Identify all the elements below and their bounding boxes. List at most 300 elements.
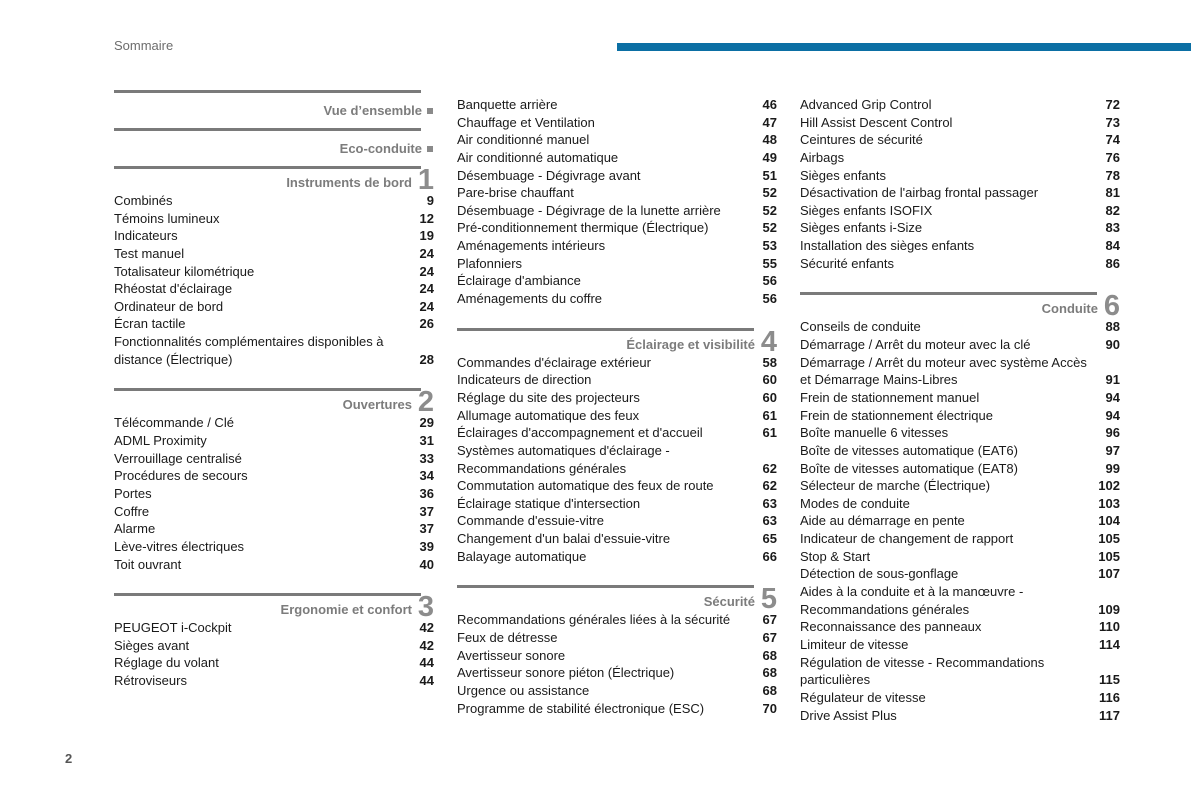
toc-entry-label: Toit ouvrant bbox=[114, 556, 182, 572]
toc-entry-label: Sélecteur de marche (Électrique) bbox=[800, 478, 991, 494]
toc-entry-page: 24 bbox=[419, 281, 434, 297]
toc-entry-page: 74 bbox=[1105, 132, 1120, 148]
toc-entry-label: Airbags bbox=[800, 149, 845, 165]
toc-entry[interactable] bbox=[457, 149, 777, 167]
toc-entry[interactable] bbox=[457, 647, 777, 665]
toc-entry-page: 24 bbox=[419, 245, 434, 261]
toc-section bbox=[457, 90, 777, 308]
section-title: Instruments de bord bbox=[286, 175, 412, 190]
toc-entry[interactable] bbox=[800, 618, 1120, 636]
toc-entry-page: 55 bbox=[762, 255, 777, 271]
toc-entry-label: Avertisseur sonore piéton (Électrique) bbox=[457, 665, 675, 681]
toc-entry-label: Reconnaissance des panneaux bbox=[800, 619, 982, 635]
toc-entry[interactable] bbox=[800, 548, 1120, 566]
toc-entry-page: 33 bbox=[419, 450, 434, 466]
toc-entry[interactable] bbox=[114, 280, 434, 298]
toc-section bbox=[457, 585, 777, 717]
toc-entry-label: Démarrage / Arrêt du moteur avec la clé bbox=[800, 337, 1031, 353]
toc-entry-page: 115 bbox=[1099, 672, 1120, 688]
toc-entry-page: 105 bbox=[1098, 548, 1120, 564]
toc-entry[interactable] bbox=[800, 707, 1120, 725]
toc-entry-label: Sièges enfants i-Size bbox=[800, 220, 923, 236]
toc-entry-page: 47 bbox=[762, 114, 777, 130]
toc-entry[interactable] bbox=[800, 131, 1120, 149]
section-rule bbox=[800, 292, 1097, 295]
toc-entry-label: Aide au démarrage en pente bbox=[800, 513, 965, 529]
toc-entry-label: particulières bbox=[800, 672, 871, 688]
toc-entry-label: Air conditionné manuel bbox=[457, 132, 590, 148]
toc-entry-page: 56 bbox=[762, 291, 777, 307]
toc-entry[interactable] bbox=[800, 318, 1120, 336]
toc-entry[interactable] bbox=[800, 671, 1120, 689]
toc-entry-page: 94 bbox=[1105, 389, 1120, 405]
toc-entry-label: Stop & Start bbox=[800, 548, 871, 564]
toc-entry-page: 24 bbox=[419, 298, 434, 314]
toc-entry[interactable] bbox=[800, 424, 1120, 442]
toc-entry-page: 90 bbox=[1105, 337, 1120, 353]
toc-entry[interactable] bbox=[114, 298, 434, 316]
toc-entry-page: 28 bbox=[419, 351, 434, 367]
toc-entry-page: 88 bbox=[1105, 319, 1120, 335]
toc-entry-label: Drive Assist Plus bbox=[800, 707, 897, 723]
toc-entry-page: 36 bbox=[419, 485, 434, 501]
toc-entry-page: 51 bbox=[762, 167, 777, 183]
toc-entry[interactable] bbox=[457, 167, 777, 185]
toc-entry-page: 37 bbox=[419, 521, 434, 537]
toc-entry[interactable] bbox=[800, 202, 1120, 220]
page-header-title: Sommaire bbox=[114, 38, 174, 53]
toc-entry[interactable] bbox=[800, 442, 1120, 460]
toc-entry-page: 37 bbox=[419, 503, 434, 519]
toc-entry[interactable] bbox=[800, 460, 1120, 478]
toc-entry-label: Indicateur de changement de rapport bbox=[800, 531, 1014, 547]
toc-entry-page: 68 bbox=[762, 682, 777, 698]
toc-entry-label: Fonctionnalités complémentaires disponibles à bbox=[114, 334, 384, 350]
toc-entry-label: Recommandations générales bbox=[800, 601, 970, 617]
toc-entry-label: Combinés bbox=[114, 193, 173, 208]
toc-entry-label: Éclairage statique d'intersection bbox=[457, 495, 641, 511]
toc-entry[interactable] bbox=[457, 354, 777, 372]
toc-entry[interactable] bbox=[457, 682, 777, 700]
toc-entry[interactable] bbox=[457, 495, 777, 513]
toc-entry-label: Hill Assist Descent Control bbox=[800, 114, 953, 130]
toc-entry-page: 91 bbox=[1105, 372, 1120, 388]
toc-entry-label: Balayage automatique bbox=[457, 548, 587, 564]
toc-entry[interactable] bbox=[800, 237, 1120, 255]
section-title: Ergonomie et confort bbox=[280, 602, 412, 618]
toc-entry-page: 39 bbox=[419, 538, 434, 554]
toc-entry-label: Systèmes automatiques d'éclairage - bbox=[457, 442, 670, 458]
toc-entry-page: 19 bbox=[419, 228, 434, 244]
toc-entry-page: 84 bbox=[1105, 238, 1120, 254]
chapter-number: 2 bbox=[417, 386, 434, 419]
toc-entry[interactable] bbox=[114, 351, 434, 369]
toc-entry-page: 62 bbox=[762, 478, 777, 494]
toc-section bbox=[800, 292, 1120, 724]
toc-entry[interactable] bbox=[800, 96, 1120, 114]
toc-column-2 bbox=[457, 90, 777, 717]
toc-entry-page: 60 bbox=[762, 372, 777, 388]
toc-entry-page: 107 bbox=[1098, 566, 1120, 582]
toc-entry-label: Détection de sous-gonflage bbox=[800, 566, 959, 582]
header-accent-bar bbox=[617, 43, 1191, 51]
toc-entry-label: Modes de conduite bbox=[800, 495, 910, 511]
toc-entry[interactable] bbox=[800, 636, 1120, 654]
toc-entry[interactable] bbox=[457, 407, 777, 425]
toc-entry-page: 86 bbox=[1105, 255, 1120, 271]
toc-column-3 bbox=[800, 90, 1120, 724]
toc-entry-page: 68 bbox=[762, 665, 777, 681]
toc-entry[interactable] bbox=[114, 263, 434, 281]
toc-entry[interactable] bbox=[800, 601, 1120, 619]
toc-entry[interactable] bbox=[800, 184, 1120, 202]
toc-entry[interactable] bbox=[114, 432, 434, 450]
toc-entry-label: Banquette arrière bbox=[457, 97, 558, 112]
section-heading bbox=[114, 591, 434, 624]
square-bullet-icon bbox=[427, 108, 433, 114]
section-heading bbox=[457, 325, 777, 358]
toc-entry[interactable] bbox=[114, 227, 434, 245]
toc-entry-label: Sécurité enfants bbox=[800, 255, 894, 271]
toc-entry-label: Désembuage - Dégivrage de la lunette arrière bbox=[457, 202, 721, 218]
toc-entry-label: Écran tactile bbox=[114, 316, 186, 332]
toc-entry-page: 62 bbox=[762, 460, 777, 476]
toc-entry[interactable] bbox=[457, 290, 777, 308]
toc-entry-label: Verrouillage centralisé bbox=[114, 450, 242, 466]
section-heading bbox=[114, 386, 434, 419]
toc-entry[interactable] bbox=[114, 450, 434, 468]
toc-entry[interactable] bbox=[800, 371, 1120, 389]
toc-entry-page: 104 bbox=[1098, 513, 1120, 529]
toc-entry-page: 12 bbox=[419, 210, 434, 226]
section-title: Ouvertures bbox=[342, 397, 412, 413]
toc-entry-page: 97 bbox=[1105, 442, 1120, 458]
section-heading bbox=[457, 583, 777, 616]
section-rule bbox=[114, 388, 421, 391]
toc-entry-page: 29 bbox=[419, 415, 434, 431]
toc-entry-label: Rétroviseurs bbox=[114, 673, 187, 689]
toc-section bbox=[114, 90, 434, 120]
toc-entry-label: Frein de stationnement manuel bbox=[800, 389, 980, 405]
toc-entry-label: Air conditionné automatique bbox=[457, 149, 619, 165]
toc-entry-label: Ordinateur de bord bbox=[114, 298, 224, 314]
toc-entry[interactable] bbox=[457, 548, 777, 566]
toc-entry-label: Feux de détresse bbox=[457, 630, 558, 646]
toc-entry-page: 42 bbox=[419, 620, 434, 636]
toc-entry[interactable] bbox=[114, 520, 434, 538]
toc-entry[interactable] bbox=[800, 407, 1120, 425]
toc-entry[interactable] bbox=[800, 654, 1120, 672]
toc-entry-label: Télécommande / Clé bbox=[114, 415, 234, 431]
toc-entry-label: Alarme bbox=[114, 521, 156, 537]
toc-section bbox=[114, 388, 434, 573]
toc-entry-page: 60 bbox=[762, 389, 777, 405]
section-heading bbox=[800, 290, 1120, 323]
toc-entry-page: 83 bbox=[1105, 220, 1120, 236]
toc-entry-page: 73 bbox=[1105, 114, 1120, 130]
toc-entry-label: Boîte de vitesses automatique (EAT6) bbox=[800, 442, 1018, 458]
toc-entry-page: 81 bbox=[1105, 185, 1120, 201]
toc-entry-page: 52 bbox=[762, 185, 777, 201]
toc-entry-page: 68 bbox=[762, 647, 777, 663]
toc-entry[interactable] bbox=[457, 530, 777, 548]
toc-entry-label: Portes bbox=[114, 485, 152, 501]
toc-entry-page: 52 bbox=[762, 220, 777, 236]
chapter-number: 5 bbox=[760, 583, 777, 616]
toc-entry[interactable] bbox=[114, 503, 434, 521]
toc-entry-label: Advanced Grip Control bbox=[800, 97, 932, 112]
toc-entry[interactable] bbox=[800, 477, 1120, 495]
toc-entry-label: Ceintures de sécurité bbox=[800, 132, 923, 148]
toc-entry[interactable] bbox=[114, 637, 434, 655]
toc-entry-label: Recommandations générales liées à la sécurité bbox=[457, 612, 731, 628]
section-title: Éclairage et visibilité bbox=[626, 336, 755, 352]
chapter-number: 3 bbox=[417, 591, 434, 624]
toc-entry[interactable] bbox=[457, 611, 777, 629]
square-bullet-icon bbox=[427, 146, 433, 152]
toc-entry-page: 48 bbox=[762, 132, 777, 148]
toc-entry[interactable] bbox=[114, 245, 434, 263]
toc-entry[interactable] bbox=[800, 336, 1120, 354]
toc-entry[interactable] bbox=[114, 333, 434, 351]
toc-entry-label: Pré-conditionnement thermique (Électrique) bbox=[457, 220, 709, 236]
toc-entry[interactable] bbox=[457, 512, 777, 530]
toc-entry[interactable] bbox=[800, 114, 1120, 132]
toc-entry-label: Totalisateur kilométrique bbox=[114, 263, 255, 279]
toc-entry-label: Pare-brise chauffant bbox=[457, 185, 574, 201]
toc-entry-page: 44 bbox=[419, 673, 434, 689]
toc-entry-page: 24 bbox=[419, 263, 434, 279]
toc-entry-page: 94 bbox=[1105, 407, 1120, 423]
toc-entry-label: Désactivation de l'airbag frontal passager bbox=[800, 185, 1039, 201]
chapter-number: 4 bbox=[760, 325, 777, 358]
toc-entry-page: 61 bbox=[762, 407, 777, 423]
toc-entry-page: 102 bbox=[1098, 478, 1120, 494]
toc-entry-label: Aménagements du coffre bbox=[457, 291, 603, 307]
toc-entry[interactable] bbox=[457, 460, 777, 478]
toc-entry-page: 9 bbox=[426, 193, 434, 208]
section-rule bbox=[114, 90, 421, 93]
toc-entry-label: Commutation automatique des feux de route bbox=[457, 478, 714, 494]
toc-entry-label: Lève-vitres électriques bbox=[114, 538, 245, 554]
toc-entry-label: Rhéostat d'éclairage bbox=[114, 281, 233, 297]
toc-entry[interactable] bbox=[457, 664, 777, 682]
toc-entry-label: Plafonniers bbox=[457, 255, 523, 271]
toc-entry[interactable] bbox=[457, 184, 777, 202]
toc-entry[interactable] bbox=[114, 485, 434, 503]
toc-entry-page: 67 bbox=[762, 630, 777, 646]
toc-entry[interactable] bbox=[457, 255, 777, 273]
section-rule bbox=[457, 585, 754, 588]
toc-column-1 bbox=[114, 90, 434, 690]
toc-entry-label: Boîte manuelle 6 vitesses bbox=[800, 425, 949, 441]
toc-entry[interactable] bbox=[114, 414, 434, 432]
toc-entry[interactable] bbox=[457, 219, 777, 237]
toc-entry-label: Témoins lumineux bbox=[114, 210, 220, 226]
toc-entry-page: 105 bbox=[1098, 531, 1120, 547]
toc-entry-page: 116 bbox=[1099, 689, 1120, 705]
toc-entry-page: 26 bbox=[419, 316, 434, 332]
toc-entry-label: Réglage du site des projecteurs bbox=[457, 389, 640, 405]
toc-entry-page: 110 bbox=[1099, 619, 1120, 635]
section-heading bbox=[114, 90, 434, 120]
toc-entry-page: 109 bbox=[1098, 601, 1120, 617]
section-title: Vue d’ensemble bbox=[323, 103, 422, 118]
toc-entry[interactable] bbox=[457, 629, 777, 647]
toc-entry-page: 70 bbox=[762, 700, 777, 716]
toc-entry-page: 96 bbox=[1105, 425, 1120, 441]
toc-entry-page: 63 bbox=[762, 495, 777, 511]
toc-entry[interactable] bbox=[800, 565, 1120, 583]
toc-entry-page: 117 bbox=[1099, 707, 1120, 723]
toc-entry-label: Aménagements intérieurs bbox=[457, 238, 606, 254]
toc-entry[interactable] bbox=[114, 672, 434, 690]
toc-entry[interactable] bbox=[800, 583, 1120, 601]
toc-entry[interactable] bbox=[457, 389, 777, 407]
toc-entry-label: Régulateur de vitesse bbox=[800, 689, 926, 705]
toc-entry-label: Indicateurs de direction bbox=[457, 372, 592, 388]
toc-entry[interactable] bbox=[800, 689, 1120, 707]
section-heading bbox=[114, 164, 434, 196]
toc-entry-page: 42 bbox=[419, 637, 434, 653]
toc-entry[interactable] bbox=[114, 315, 434, 333]
toc-entry[interactable] bbox=[114, 467, 434, 485]
toc-entry-label: Régulation de vitesse - Recommandations bbox=[800, 654, 1045, 670]
toc-entry[interactable] bbox=[114, 556, 434, 574]
toc-entry-page: 46 bbox=[762, 97, 777, 112]
toc-entry-page: 63 bbox=[762, 513, 777, 529]
toc-entry-label: Sièges avant bbox=[114, 637, 190, 653]
toc-entry[interactable] bbox=[800, 389, 1120, 407]
toc-entry-page: 53 bbox=[762, 238, 777, 254]
toc-entry-label: Désembuage - Dégivrage avant bbox=[457, 167, 641, 183]
toc-entry[interactable] bbox=[800, 354, 1120, 372]
toc-entry-label: Chauffage et Ventilation bbox=[457, 114, 595, 130]
toc-entry-label: PEUGEOT i-Cockpit bbox=[114, 620, 232, 636]
toc-entry-label: Recommandations générales bbox=[457, 460, 627, 476]
toc-entry-label: Réglage du volant bbox=[114, 655, 219, 671]
toc-section bbox=[114, 128, 434, 158]
chapter-number: 6 bbox=[1103, 290, 1120, 323]
section-heading bbox=[114, 128, 434, 158]
toc-entry-label: Éclairages d'accompagnement et d'accueil bbox=[457, 425, 703, 441]
toc-entry-label: Commande d'essuie-vitre bbox=[457, 513, 604, 529]
toc-entry-page: 61 bbox=[762, 425, 777, 441]
toc-entry-page: 56 bbox=[762, 273, 777, 289]
chapter-number: 1 bbox=[417, 164, 434, 196]
section-title: Conduite bbox=[1041, 301, 1098, 317]
toc-entry[interactable] bbox=[800, 219, 1120, 237]
toc-entry-page: 103 bbox=[1098, 495, 1120, 511]
toc-entry-label: Sièges enfants ISOFIX bbox=[800, 202, 933, 218]
toc-entry[interactable] bbox=[457, 442, 777, 460]
toc-entry-page: 99 bbox=[1105, 460, 1120, 476]
toc-section bbox=[800, 90, 1120, 272]
toc-entry[interactable] bbox=[114, 619, 434, 637]
toc-entry[interactable] bbox=[114, 654, 434, 672]
toc-entry-page: 72 bbox=[1105, 97, 1120, 112]
toc-entry[interactable] bbox=[800, 495, 1120, 513]
toc-entry-label: Démarrage / Arrêt du moteur avec système Accès bbox=[800, 354, 1087, 370]
section-title: Eco-conduite bbox=[339, 141, 422, 156]
toc-entry-label: ADML Proximity bbox=[114, 433, 207, 449]
toc-entry-page: 44 bbox=[419, 655, 434, 671]
toc-entry[interactable] bbox=[800, 167, 1120, 185]
toc-entry-page: 67 bbox=[762, 612, 777, 628]
toc-entry-label: Procédures de secours bbox=[114, 468, 248, 484]
toc-entry-label: Installation des sièges enfants bbox=[800, 238, 975, 254]
toc-entry-page: 40 bbox=[419, 556, 434, 572]
toc-entry-page: 82 bbox=[1105, 202, 1120, 218]
section-title: Sécurité bbox=[703, 594, 755, 610]
toc-entry-label: Aides à la conduite et à la manœuvre - bbox=[800, 584, 1024, 600]
toc-entry-label: Limiteur de vitesse bbox=[800, 636, 909, 652]
toc-section bbox=[114, 593, 434, 690]
section-rule bbox=[114, 166, 421, 169]
toc-entry-label: Test manuel bbox=[114, 245, 185, 261]
toc-section bbox=[457, 325, 777, 566]
toc-entry-page: 58 bbox=[762, 354, 777, 370]
toc-entry[interactable] bbox=[114, 210, 434, 228]
toc-entry-page: 65 bbox=[762, 531, 777, 547]
toc-entry[interactable] bbox=[800, 149, 1120, 167]
toc-entry-page: 31 bbox=[419, 433, 434, 449]
section-rule bbox=[114, 593, 421, 596]
toc-entry-label: Changement d'un balai d'essuie-vitre bbox=[457, 531, 671, 547]
toc-entry[interactable] bbox=[457, 131, 777, 149]
toc-entry-page: 78 bbox=[1105, 167, 1120, 183]
toc-entry-label: distance (Électrique) bbox=[114, 351, 233, 367]
toc-entry-label: Frein de stationnement électrique bbox=[800, 407, 993, 423]
toc-entry[interactable] bbox=[457, 700, 777, 718]
section-rule bbox=[114, 128, 421, 131]
toc-entry[interactable] bbox=[800, 530, 1120, 548]
toc-entry-label: Sièges enfants bbox=[800, 167, 887, 183]
toc-entry-label: et Démarrage Mains-Libres bbox=[800, 372, 958, 388]
toc-entry[interactable] bbox=[457, 371, 777, 389]
toc-entry-page: 52 bbox=[762, 202, 777, 218]
toc-entry[interactable] bbox=[457, 96, 777, 114]
toc-entry[interactable] bbox=[114, 538, 434, 556]
toc-entry-page: 49 bbox=[762, 149, 777, 165]
section-rule bbox=[457, 328, 754, 331]
toc-entry-page: 114 bbox=[1099, 636, 1120, 652]
toc-entry-label: Programme de stabilité électronique (ESC) bbox=[457, 700, 705, 716]
toc-entry-label: Coffre bbox=[114, 503, 150, 519]
toc-entry[interactable] bbox=[800, 255, 1120, 273]
toc-entry[interactable] bbox=[114, 192, 434, 210]
toc-entry[interactable] bbox=[457, 202, 777, 220]
toc-section bbox=[114, 166, 434, 368]
toc-entry-label: Éclairage d'ambiance bbox=[457, 273, 581, 289]
toc-entry[interactable] bbox=[457, 477, 777, 495]
toc-entry-label: Conseils de conduite bbox=[800, 319, 921, 335]
toc-entry[interactable] bbox=[457, 424, 777, 442]
toc-entry-label: Indicateurs bbox=[114, 228, 178, 244]
toc-entry-page: 76 bbox=[1105, 149, 1120, 165]
toc-entry[interactable] bbox=[457, 237, 777, 255]
page-number: 2 bbox=[65, 751, 73, 766]
toc-entry-page: 34 bbox=[419, 468, 434, 484]
toc-entry-page: 66 bbox=[762, 548, 777, 564]
toc-entry[interactable] bbox=[457, 114, 777, 132]
toc-entry-label: Urgence ou assistance bbox=[457, 682, 590, 698]
toc-entry[interactable] bbox=[457, 272, 777, 290]
toc-entry-label: Avertisseur sonore bbox=[457, 647, 566, 663]
toc-entry-label: Commandes d'éclairage extérieur bbox=[457, 354, 651, 370]
toc-entry[interactable] bbox=[800, 512, 1120, 530]
toc-entry-label: Boîte de vitesses automatique (EAT8) bbox=[800, 460, 1018, 476]
